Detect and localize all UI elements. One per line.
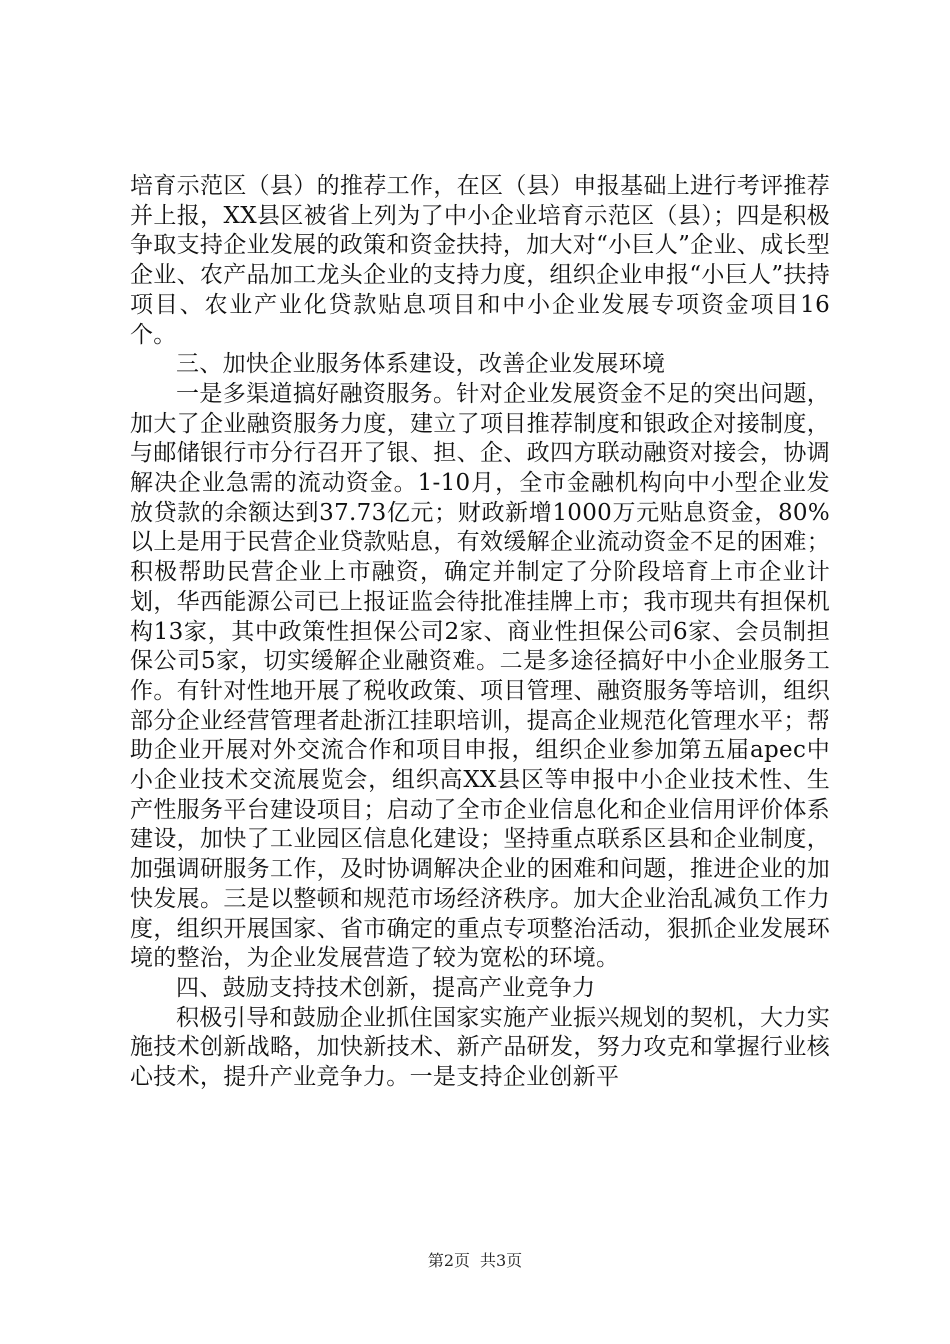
paragraph-technology-innovation: 积极引导和鼓励企业抓住国家实施产业振兴规划的契机，大力实施技术创新战略，加快新技术、新产品研发，努力攻克和掌握行业核心技术，提升产业竞争力。一是支持企业创新平 [130,1004,830,1091]
document-body [130,172,830,1093]
page-footer [0,1248,950,1271]
page-total: 共3页 [480,1251,523,1270]
paragraph-continuation: 培育示范区（县）的推荐工作，在区（县）申报基础上进行考评推荐并上报，XX县区被省上列为了中小企业培育示范区（县）；四是积极争取支持企业发展的政策和资金扶持，加大对“小巨人”企业、成长型企业、农产品加工龙头企业的支持力度，组织企业申报“小巨人”扶持项目、农业产业化贷款贴息项目和中小企业发展专项资金项目16个。 [130,173,830,348]
page-number: 第2页 [427,1251,470,1270]
section-heading-four: 四、鼓励支持技术创新，提高产业竞争力 [176,974,596,1001]
paragraph-financing-services: 一是多渠道搞好融资服务。针对企业发展资金不足的突出问题，加大了企业融资服务力度，建立了项目推荐制度和银政企对接制度，与邮储银行市分行召开了银、担、企、政四方联动融资对接会，协调解决企业急需的流动资金。1-10月，全市金融机构向中小型企业发放贷款的余额达到37.73亿元；财政新增1000万元贴息资金，80%以上是用于民营企业贷款贴息，有效缓解企业流动资金不足的困难；积极帮助民营企业上市融资，确定并制定了分阶段培育上市企业计划，华西能源公司已上报证监会待批准挂牌上市；我市现共有担保机构13家，其中政策性担保公司2家、商业性担保公司6家、会员制担保公司5家，切实缓解企业融资难。二是多途径搞好中小企业服务工作。有针对性地开展了税收政策、项目管理、融资服务等培训，组织部分企业经营管理者赴浙江挂职培训，提高企业规范化管理水平；帮助企业开展对外交流合作和项目申报，组织企业参加第五届apec中小企业技术交流展览会，组织高XX县区等申报中小企业技术性、生产性服务平台建设项目；启动了全市企业信息化和企业信用评价体系建设，加快了工业园区信息化建设；坚持重点联系区县和企业制度，加强调研服务工作，及时协调解决企业的困难和问题，推进企业的加快发展。三是以整顿和规范市场经济秩序。加大企业治乱减负工作力度，组织开展国家、省市确定的重点专项整治活动，狠抓企业发展环境的整治，为企业发展营造了较为宽松的环境。 [130,380,830,972]
section-heading-three: 三、加快企业服务体系建设，改善企业发展环境 [176,351,666,378]
